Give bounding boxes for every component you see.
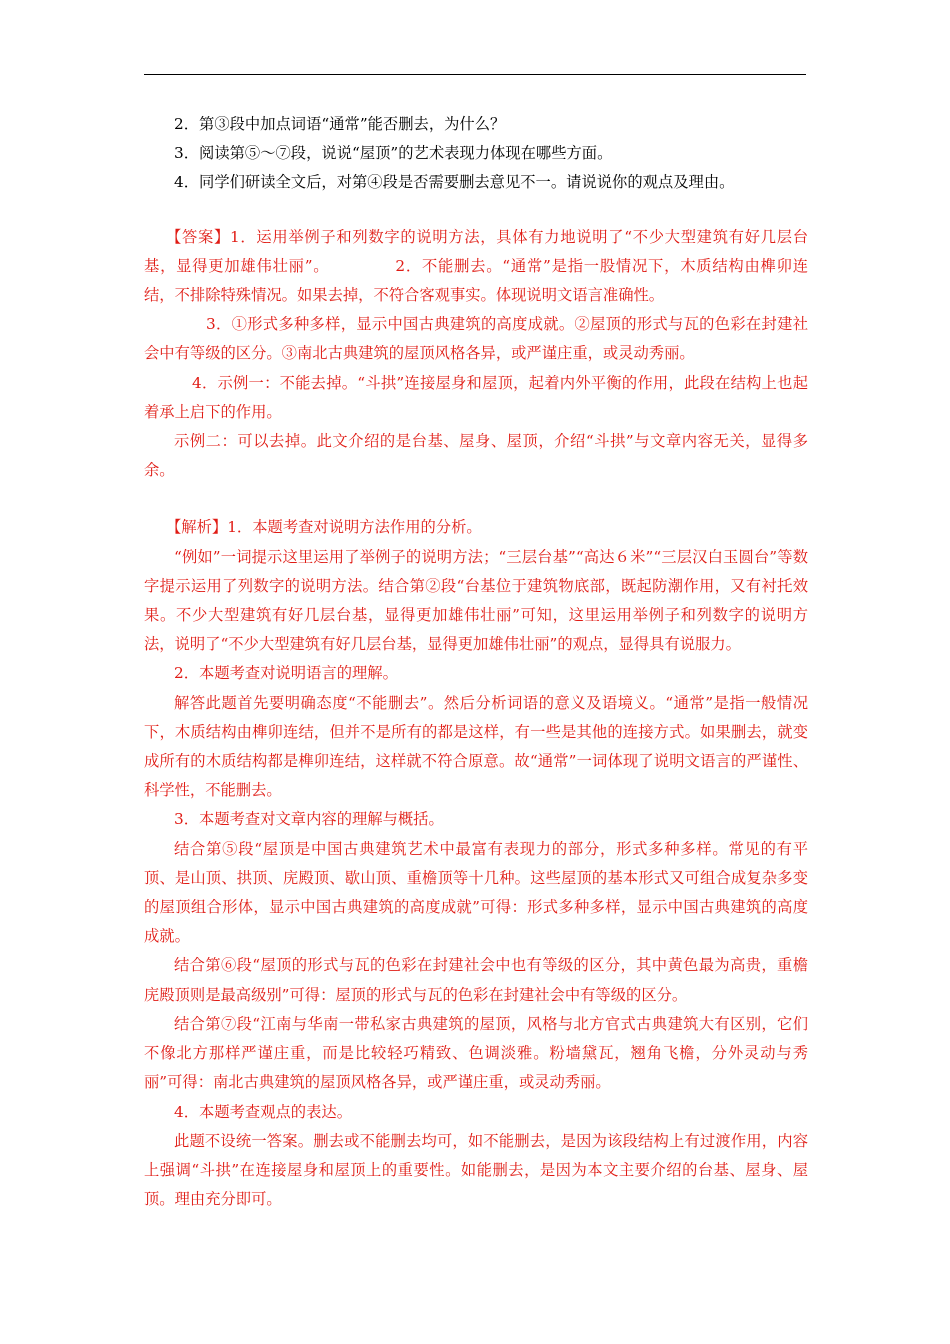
answer-1-text: 1．运用举例子和列数字的说明方法，具体有力地说明了“不少大型建筑有好几层台基，显得更加雄伟壮丽”。 bbox=[144, 227, 808, 275]
answer-3-text: 3．①形式多种多样，显示中国古典建筑的高度成就。②屋顶的形式与瓦的色彩在封建社会中有等级的区分。③南北古典建筑的屋顶风格各异，或严谨庄重，或灵动秀丽。 bbox=[144, 315, 808, 363]
document-body bbox=[144, 110, 808, 1214]
answer-2-text: 2．不能删去。“通常”是指一股情况下，木质结构由榫卯连结，不排除特殊情况。如果去掉，不符合客观事实。体现说明文语言准确性。 bbox=[144, 256, 808, 305]
analysis-heading bbox=[144, 513, 808, 542]
question-4: 4．同学们研读全文后，对第④段是否需要删去意见不一。请说说你的观点及理由。 bbox=[174, 173, 735, 192]
analysis-section bbox=[144, 513, 808, 1214]
answer-paragraph-1 bbox=[144, 223, 808, 311]
analysis-paragraph: 结合第⑤段“屋顶是中国古典建筑艺术中最富有表现力的部分，形式多种多样。常见的有平顶、是山顶、拱顶、庑殿顶、歇山顶、重檐顶等十几种。这些屋顶的基本形式又可组合成复杂多变的屋顶组合形体，显示中国古典建筑的高度成就”可得：形式多种多样，显示中国古典建筑的高度成就。 bbox=[144, 839, 808, 946]
answer-section bbox=[144, 223, 808, 486]
answer-4-text: 4．示例一：不能去掉。“斗拱”连接屋身和屋顶，起着内外平衡的作用，此段在结构上也起着承上启下的作用。 bbox=[144, 373, 808, 421]
question-2: 2．第③段中加点词语“通常”能否删去，为什么？ bbox=[174, 115, 506, 133]
analysis-paragraph: 结合第⑦段“江南与华南一带私家古典建筑的屋顶，风格与北方官式古典建筑大有区别，它们不像北方那样严谨庄重，而是比较轻巧精致、色调淡雅。粉墙黛瓦，翘角飞檐，分外灵动与秀丽”可得：南北古典建筑的屋顶风格各异，或严谨庄重，或灵动秀丽。 bbox=[144, 1014, 808, 1092]
analysis-paragraph: 2．本题考查对说明语言的理解。 bbox=[174, 664, 398, 683]
analysis-paragraph: 结合第⑥段“屋顶的形式与瓦的色彩在封建社会中也有等级的区分，其中黄色最为高贵，重檐庑殿顶则是最高级别”可得：屋顶的形式与瓦的色彩在封建社会中有等级的区分。 bbox=[144, 956, 808, 1004]
answer-5-text: 示例二：可以去掉。此文介绍的是台基、屋身、屋顶，介绍“斗拱”与文章内容无关，显得多余。 bbox=[144, 432, 808, 480]
header-rule bbox=[144, 74, 806, 75]
analysis-label: 【解析】 bbox=[166, 518, 228, 537]
analysis-paragraph: 此题不设统一答案。删去或不能删去均可，如不能删去，是因为该段结构上有过渡作用，内容上强调“斗拱”在连接屋身和屋顶上的重要性。如能删去，是因为本文主要介绍的台基、屋身、屋顶。理由充分即可。 bbox=[144, 1131, 808, 1209]
analysis-paragraph: 3．本题考查对文章内容的理解与概括。 bbox=[174, 810, 444, 829]
analysis-paragraph: 4．本题考查观点的表达。 bbox=[174, 1102, 352, 1121]
question-3: 3．阅读第⑤～⑦段，说说“屋顶”的艺术表现力体现在哪些方面。 bbox=[174, 144, 613, 163]
analysis-paragraph: “例如”一词提示这里运用了举例子的说明方法；“三层台基”“高达６米”“三层汉白玉圆台”等数字提示运用了列数字的说明方法。结合第②段“台基位于建筑物底部，既起防潮作用，又有衬托效果。不少大型建筑有好几层台基，显得更加雄伟壮丽”可知，这里运用举例子和列数字的说明方法，说明了“不少大型建筑有好几层台基，显得更加雄伟壮丽”的观点，显得具有说服力。 bbox=[144, 547, 808, 654]
analysis-head-text: 1．本题考查对说明方法作用的分析。 bbox=[227, 518, 482, 537]
answer-label: 【答案】 bbox=[166, 227, 230, 246]
analysis-paragraph: 解答此题首先要明确态度“不能删去”。然后分析词语的意义及语境义。“通常”是指一般情况下，木质结构由榫卯连结，但并不是所有的都是这样，有一些是其他的连接方式。如果删去，就变成所有的木质结构都是榫卯连结，这样就不符合原意。故“通常”一词体现了说明文语言的严谨性、科学性，不能删去。 bbox=[144, 693, 808, 800]
